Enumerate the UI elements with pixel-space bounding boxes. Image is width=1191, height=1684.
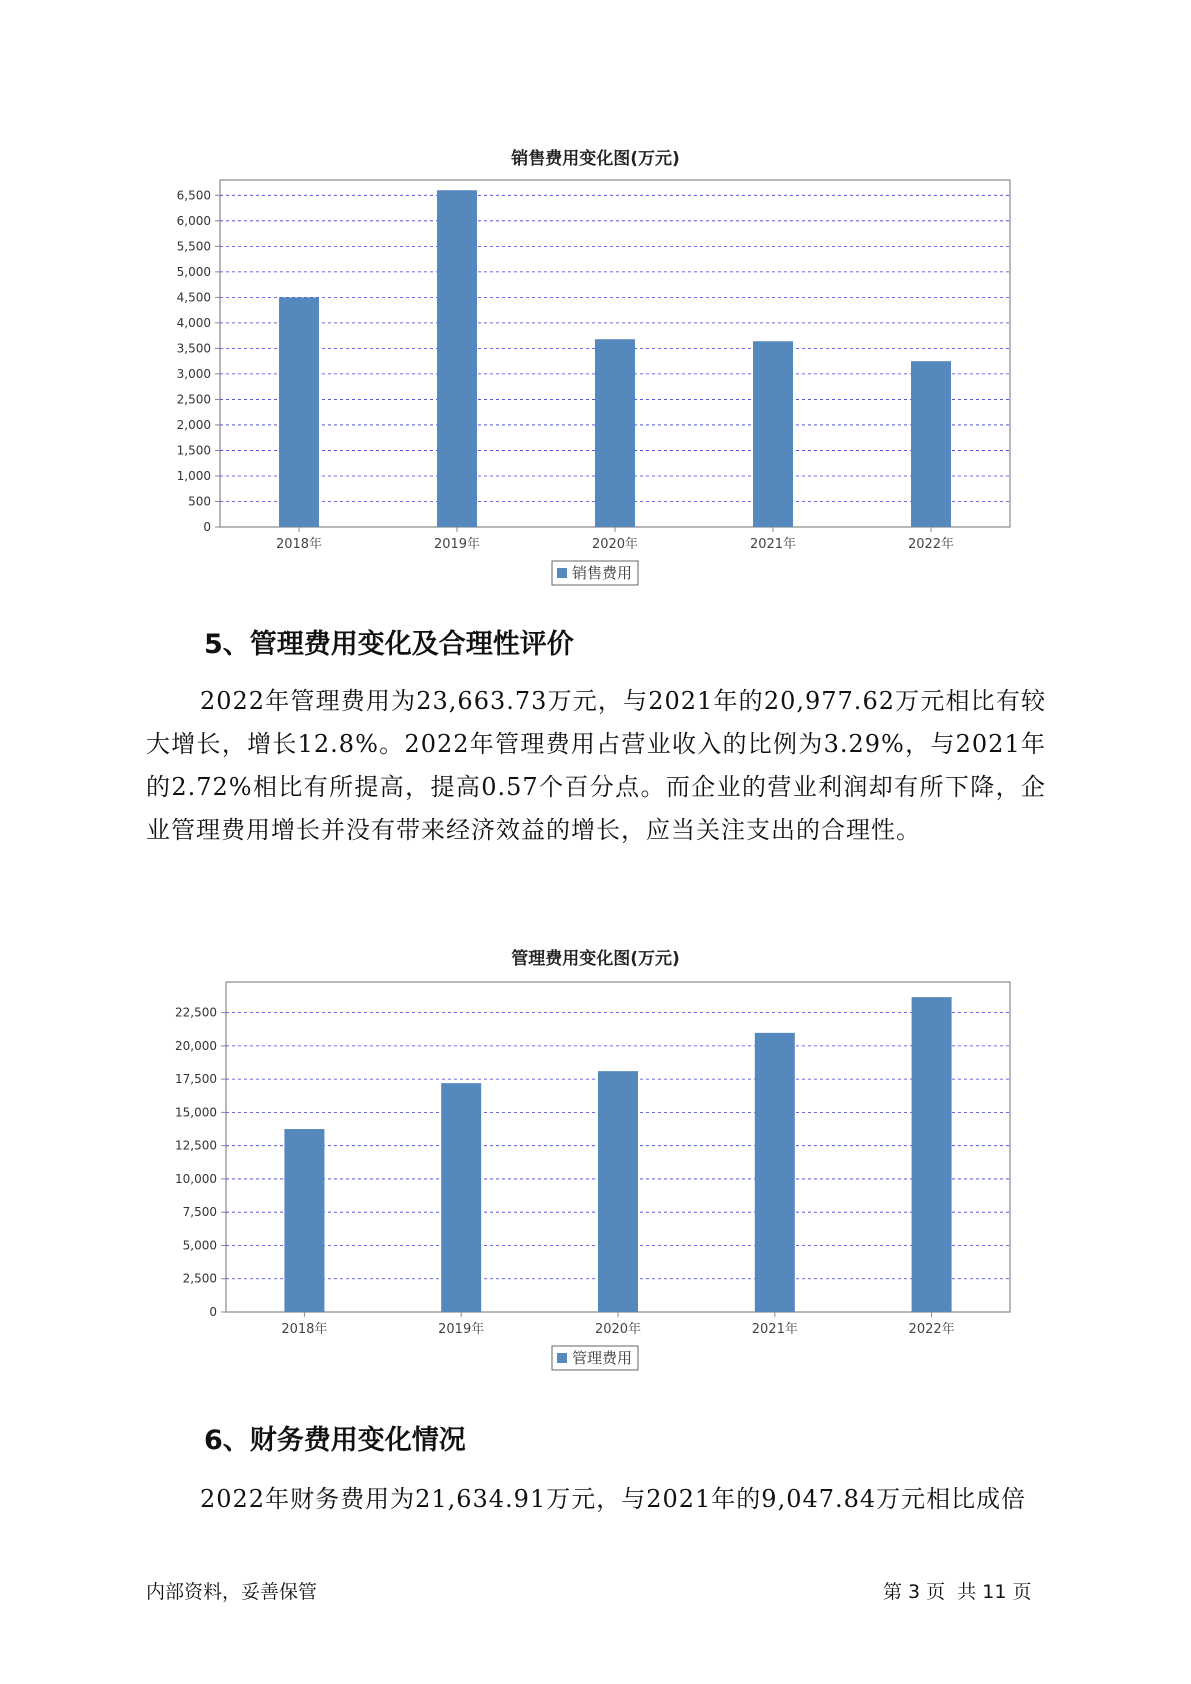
- bar: [912, 997, 952, 1312]
- y-tick-label: 0: [203, 520, 211, 534]
- y-tick-label: 17,500: [175, 1072, 217, 1087]
- sales-chart-title: 销售费用变化图(万元): [511, 149, 680, 169]
- y-tick-label: 22,500: [175, 1005, 217, 1020]
- bar: [441, 1083, 481, 1312]
- x-tick-label: 2020年: [591, 537, 639, 552]
- y-tick-label: 20,000: [175, 1038, 217, 1053]
- legend-swatch: [557, 568, 567, 578]
- section5-heading: 5、管理费用变化及合理性评价: [204, 629, 574, 660]
- y-tick-label: 3,000: [176, 366, 211, 381]
- y-tick-label: 5,000: [176, 264, 211, 279]
- x-tick-label: 2019年: [433, 537, 481, 552]
- x-tick-label: 2020年: [594, 1322, 642, 1337]
- section5-paragraph: 2022年管理费用为23,663.73万元，与2021年的20,977.62万元相比有较大增长，增长12.8%。2022年管理费用占营业收入的比例为3.29%，与2021年的2.72%相比有所提高，提高0.57个百分点。而企业的营业利润却有所下降，企业管理费用增长并没有带来经济效益的增长，应当关注支出的合理性。: [146, 687, 1046, 844]
- bar: [437, 190, 477, 527]
- y-tick-label: 6,500: [176, 188, 211, 203]
- bar: [284, 1129, 324, 1312]
- admin-expense-chart: [0, 970, 1191, 1390]
- section6-paragraph: 2022年财务费用为21,634.91万元，与2021年的9,047.84万元相比成倍: [200, 1485, 1027, 1513]
- legend-label: 管理费用: [572, 1349, 633, 1367]
- y-tick-label: 4,000: [176, 315, 211, 330]
- x-tick-label: 2021年: [751, 1322, 798, 1337]
- x-tick-label: 2018年: [275, 537, 323, 552]
- y-tick-label: 15,000: [175, 1105, 217, 1120]
- footer-confidential: 内部资料，妥善保管: [146, 1581, 318, 1603]
- y-tick-label: 5,000: [182, 1238, 217, 1253]
- y-tick-label: 4,500: [176, 290, 211, 305]
- x-tick-label: 2022年: [908, 1322, 955, 1337]
- y-tick-label: 10,000: [175, 1171, 217, 1186]
- y-tick-label: 2,500: [182, 1271, 217, 1286]
- y-tick-label: 1,500: [176, 443, 211, 458]
- x-tick-label: 2021年: [749, 537, 797, 552]
- admin-chart-title: 管理费用变化图(万元): [511, 949, 680, 969]
- y-tick-label: 1,000: [176, 468, 211, 483]
- y-tick-label: 2,500: [176, 392, 211, 407]
- y-tick-label: 500: [188, 494, 211, 509]
- bar: [279, 297, 319, 527]
- x-tick-label: 2018年: [281, 1322, 328, 1337]
- bar: [911, 361, 951, 527]
- y-tick-label: 12,500: [175, 1138, 217, 1153]
- y-tick-label: 6,000: [176, 213, 211, 228]
- bar: [595, 339, 635, 527]
- legend-swatch: [557, 1353, 567, 1363]
- y-tick-label: 0: [209, 1305, 217, 1319]
- y-tick-label: 2,000: [176, 417, 211, 432]
- x-tick-label: 2022年: [907, 537, 955, 552]
- section6-heading: 6、财务费用变化情况: [204, 1425, 466, 1456]
- y-tick-label: 7,500: [182, 1205, 217, 1220]
- y-tick-label: 5,500: [176, 239, 211, 254]
- y-tick-label: 3,500: [176, 341, 211, 356]
- sales-expense-chart: [0, 170, 1191, 590]
- bar: [753, 341, 793, 527]
- bar: [598, 1071, 638, 1312]
- x-tick-label: 2019年: [438, 1322, 485, 1337]
- footer-page-number: 第 3 页 共 11 页: [883, 1581, 1032, 1603]
- legend-label: 销售费用: [572, 564, 633, 582]
- bar: [755, 1033, 795, 1312]
